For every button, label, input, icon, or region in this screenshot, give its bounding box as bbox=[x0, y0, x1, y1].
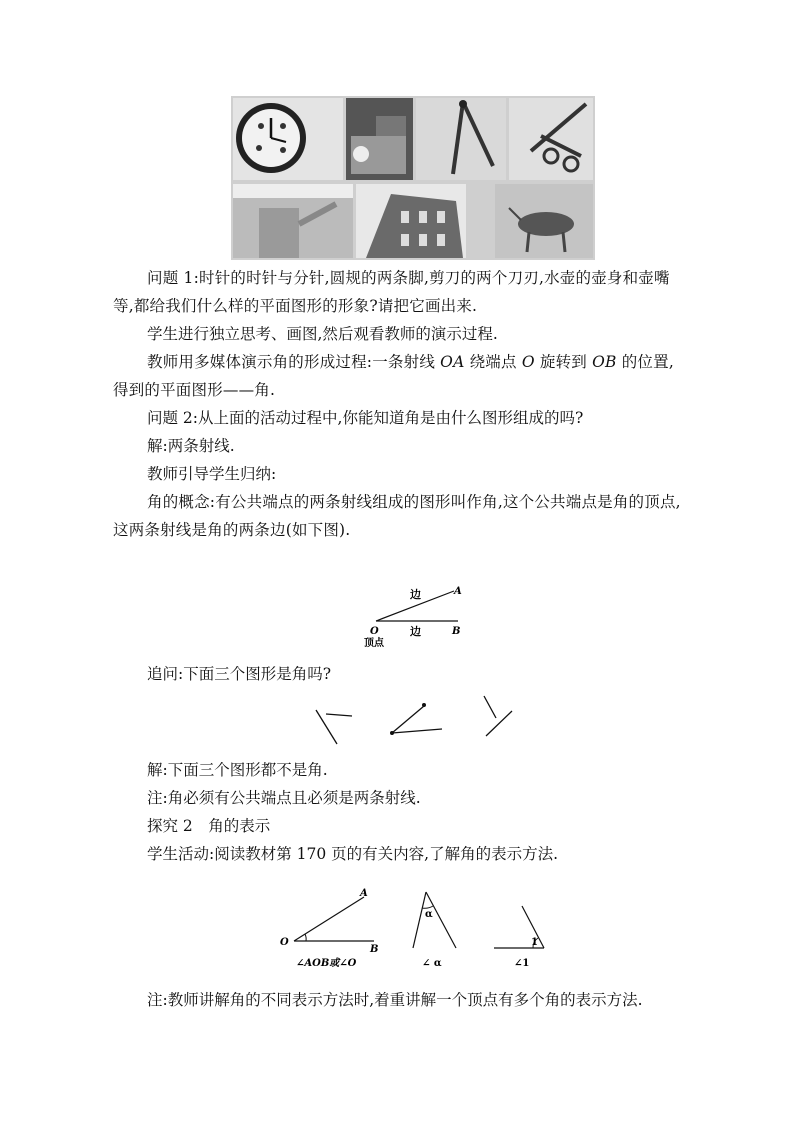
clock-photo bbox=[233, 98, 343, 180]
teacher-demo-part-1: 教师用多媒体演示角的形成过程:一条射线 bbox=[147, 353, 441, 371]
follow-up-question: 追问:下面三个图形是角吗? bbox=[147, 665, 332, 683]
ray-ob: OB bbox=[592, 353, 617, 371]
angle-notation-figures bbox=[276, 884, 556, 972]
teacher-demo-part-3: 旋转到 bbox=[534, 353, 593, 371]
question-2: 问题 2:从上面的活动过程中,你能知道角是由什么图形组成的吗? bbox=[147, 409, 584, 427]
point-b-label-2: B bbox=[370, 944, 379, 955]
teacher-guide: 教师引导学生归纳: bbox=[147, 465, 277, 483]
answer-3: 解:下面三个图形都不是角. bbox=[147, 761, 328, 779]
caption-angle-aob: ∠AOB或∠O bbox=[296, 958, 357, 969]
angle-parts-figure bbox=[360, 582, 470, 652]
angle-aob-figure bbox=[280, 888, 378, 969]
note-1: 注:角必须有公共端点且必须是两条射线. bbox=[147, 789, 421, 807]
point-o-label: O bbox=[370, 626, 379, 637]
point-a-label-2: A bbox=[360, 888, 368, 899]
machine-photo bbox=[346, 98, 413, 180]
teacher-demo-part-4: 的位置,得到的平面图形——角. bbox=[113, 353, 674, 399]
student-reading-activity: 学生活动:阅读教材第 170 页的有关内容,了解角的表示方法. bbox=[147, 845, 559, 863]
non-angle-figures bbox=[300, 690, 530, 750]
vertex-label: 顶点 bbox=[364, 638, 384, 649]
caption-angle-1: ∠1 bbox=[514, 958, 530, 969]
point-b-label: B bbox=[452, 626, 461, 637]
non-angle-1 bbox=[316, 710, 352, 744]
ray-oa: OA bbox=[440, 353, 465, 371]
point-o: O bbox=[521, 353, 535, 371]
photo-collage bbox=[231, 96, 595, 260]
compass-photo bbox=[416, 98, 506, 180]
angle-alpha-figure bbox=[413, 892, 456, 969]
deer-photo bbox=[495, 184, 593, 258]
point-o-label-2: O bbox=[280, 937, 289, 948]
alpha-label: α bbox=[425, 909, 433, 920]
point-a-label: A bbox=[454, 586, 462, 597]
side-label-top: 边 bbox=[410, 588, 421, 601]
building-photo bbox=[356, 184, 466, 258]
explore-2-heading: 探究 2 角的表示 bbox=[147, 817, 271, 835]
non-angle-2 bbox=[390, 703, 442, 735]
angle-concept: 角的概念:有公共端点的两条射线组成的图形叫作角,这个公共端点是角的顶点,这两条射线是角的两条边(如下图). bbox=[113, 493, 681, 539]
note-2: 注:教师讲解角的不同表示方法时,着重讲解一个顶点有多个角的表示方法. bbox=[147, 991, 643, 1009]
scissors-photo bbox=[509, 98, 593, 180]
angle-1-figure bbox=[494, 906, 544, 969]
angle-1-label: 1 bbox=[531, 937, 538, 948]
question-1: 问题 1:时针的时针与分针,圆规的两条脚,剪刀的两个刀刃,水壶的壶身和壶嘴等,都给我们什么样的平面图形的形象?请把它画出来. bbox=[113, 269, 670, 315]
teacher-demo-part-2: 绕端点 bbox=[464, 353, 522, 371]
teacher-demo bbox=[113, 348, 683, 404]
caption-angle-alpha: ∠ α bbox=[422, 958, 442, 969]
student-activity: 学生进行独立思考、画图,然后观看教师的演示过程. bbox=[147, 325, 498, 343]
side-label-bottom: 边 bbox=[410, 625, 421, 638]
answer-2: 解:两条射线. bbox=[147, 437, 235, 455]
watering-can-photo bbox=[233, 184, 353, 258]
non-angle-3 bbox=[484, 696, 512, 736]
